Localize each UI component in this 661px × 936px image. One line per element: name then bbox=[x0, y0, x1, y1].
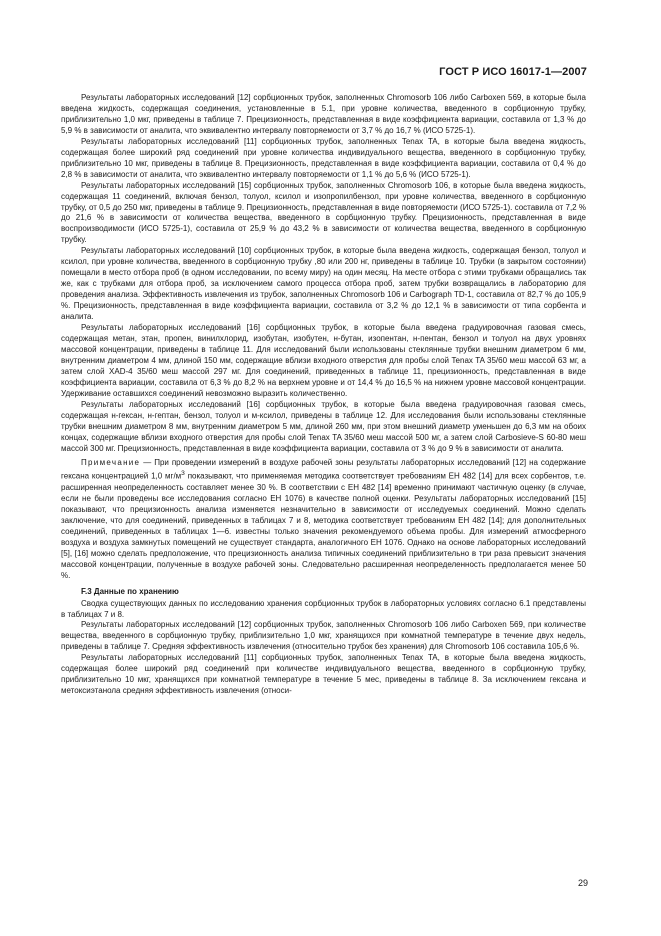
paragraph-gas-mixture-table11: Результаты лабораторных исследований [16] сорбционных трубок, в которые была введена градуировочная газовая смесь, содержащая метан, этан, пропен, винилхлорид, изобутан, изобутен, н-бутан, изопентан, н-пентан, бензол и толуол на двух уровнях массовой концентрации, приведены в таблице 11. Для исследований были использованы стеклянные трубки внешним диаметром 6 мм, внутренним диаметром 4 мм, длиной 150 мм, содержащие вблизи входного отверстия для пробы слой Tenax TA 35/60 меш массой 63 мг, а затем слой XAD-4 35/60 меш массой 297 мг. Для соединений, приведенных в таблице 11, прецизионность, представленная в виде коэффициента вариации, составила от 6,3 % до 8,2 % на верхнем уровне и от 14,4 % до 16,5 % на нижнем уровне массовой концентрации. Удерживание оставшихся соединений невозможно выразить количественно. bbox=[61, 323, 586, 398]
paragraph-gas-mixture-table12: Результаты лабораторных исследований [16] сорбционных трубок, в которые была введена градуировочная газовая смесь, содержащая н-гексан, н-гептан, бензол, толуол и м-ксилол, приведены в таблице 12. Для исследования были использованы стеклянные трубки внешним диаметром 8 мм, внутренним диаметром 5 мм, длиной 260 мм, при этом внешний диаметр уменьшен до 6,3 мм на обоих концах, содержащие вблизи входного отверстия для пробы слой Tenax TA 35/60 меш массой 500 мг, а затем слой Carbosieve-S 60-80 меш массой 300 мг. Прецизионность, представленная в виде коэффициента вариации, составила от 3 % до 9 % в зависимости от аналита. bbox=[61, 399, 586, 453]
paragraph-storage-chromosorb: Результаты лабораторных исследований [12] сорбционных трубок, заполненных Chromosorb 106 либо Carboxen 569, при количестве вещества, введенного в сорбционную трубку, приблизительно 1,0 мкг, хранящихся при комнатной температуре в течение двух недель, приведены в таблице 7. Средняя эффективность извлечения (относительно трубок без хранения) для Chromosorb 106 составила 105,6 %. bbox=[61, 620, 586, 652]
note-superscript: 3 bbox=[181, 470, 185, 478]
note-text-b: показывают, что применяемая методика соответствует требованиям ЕН 482 [14] для всех сорбентов, т.е. расширенная неопределенность составляет менее 30 %. В соответствии с ЕН 482 [14] временно принимают частичную оценку (в случае, если не были проведены все исследования согласно ЕН 1076) в качестве полной оценки. Результаты лабораторных исследований [15] показывают, что прецизионность анализа изменяется незначительно в зависимости от исследуемых соединений. Можно сделать заключение, что для соединений, приведенных в таблицах 7 и 8, методика соответствует требованиям ЕН 482 [14]; для дополнительных соединений, приведенных в таблицах 1—6. известны только значения рекомендуемого объема пробы. Для измерений атмосферного воздуха и воздуха замкнутых помещений не существует стандарта, аналогичного ЕН 1076. Однако на основе лабораторных исследований [5], [16] можно сделать предположение, что прецизионность анализа типичных соединений приблизительно в три раза превысит значения массовой концентрации, полученные в воздухе рабочей зоны. Следовательно расширенная неопределенность предполагается менее 50 %. bbox=[61, 472, 587, 580]
note-text-a: При проведении измерений в воздухе рабочей зоны результаты лабораторных исследований [12] на содержание гексана концентрацией 1,0 мг/м bbox=[61, 458, 586, 482]
section-heading-f3: F.3 Данные по хранению bbox=[81, 586, 179, 596]
paragraph-chromosorb-results: Результаты лабораторных исследований [12] сорбционных трубок, заполненных Chromosorb 106 либо Carboxen 569, в которые была введена жидкость, содержащая соединения, установленные в 5.1, при уровне количества, введенного в сорбционную трубку, приблизительно 1,0 мкг, приведены в таблице 7. Прецизионность, представленная в виде коэффициента вариации, составила от 1,3 % до 5,9 % в зависимости от аналита, что эквивалентно интервалу повторяемости от 3,7 % до 16,7 % (ИСО 5725-1). bbox=[61, 93, 586, 135]
note-paragraph bbox=[61, 458, 586, 581]
paragraph-storage-summary: Сводка существующих данных по исследованию хранения сорбционных трубок в лабораторных условиях согласно 6.1 представлены в таблицах 7 и 8. bbox=[61, 598, 586, 619]
paragraph-field-storage: Результаты лабораторных исследований [10] сорбционных трубок, в которые была введена жидкость, содержащая бензол, толуол и ксилол, при уровне количества, введенного в сорбционную трубку ,80 или 200 нг, приведены в таблице 10. Трубки (в закрытом состоянии) помещали в место отбора проб (в одном исследовании, по всему миру) на один месяц. На месте отбора с этими трубками обращались так же, как с трубками для отбора проб, за исключением самого процесса отбора проб, затем трубки возвращались в лабораторию для проведения анализа. Эффективность извлечения из трубок, заполненных Chromosorb 106 и Carbograph TD-1, составила от 82,7 % до 105,9 %. Прецизионность, представленная в виде коэффициента вариации, составила от 3,2 % до 12,1 % в зависимости от типа сорбента и аналита. bbox=[61, 246, 586, 322]
document-body bbox=[61, 93, 586, 697]
standard-header: ГОСТ Р ИСО 16017-1—2007 bbox=[439, 66, 587, 78]
note-label: Примечание bbox=[81, 458, 141, 468]
paragraph-tenax-results: Результаты лабораторных исследований [11] сорбционных трубок, заполненных Tenax TA, в которые была введена жидкость, содержащая более широкий ряд соединений при уровне количества индивидуального вещества, введенного в сорбционную трубку, приблизительно 10 мкг, приведены в таблице 8. Прецизионность, представленная в виде коэффициента вариации, составила от 0,4 % до 2,8 % в зависимости от аналита, что эквивалентно интервалу повторяемости от 1,1 % до 5,6 % (ИСО 5725-1). bbox=[61, 136, 586, 179]
paragraph-storage-tenax: Результаты лабораторных исследований [11] сорбционных трубок, заполненных Tenax TA, в которые была введена жидкость, содержащая более широкий ряд соединений при количестве индивидуального вещества, введенного в сорбционную трубку, приблизительно 10 мкг, хранящихся при комнатной температуре в течение 5 мес, приведены в таблице 8. За исключением гексана и метоксиэтанола средняя эффективность извлечения (относи- bbox=[61, 653, 586, 696]
paragraph-chromosorb-11-compounds: Результаты лабораторных исследований [15] сорбционных трубок, заполненных Chromosorb 106, в которые была введена жидкость, содержащая 11 соединений, включая бензол, толуол, ксилол и изопропилбензол, при уровне количества, введенного в сорбционную трубку, от 0,5 до 250 мкг, приведены в таблице 9. Прецизионность, представленная в виде повторяемости (ИСО 5725-1). составила от 7,2 % до 21,6 % в зависимости от количества вещества, введенного в сорбционную трубку. Прецизионность, представленная в виде воспроизводимости (ИСО 5725-1), составила от 25,9 % до 43,2 % в зависимости от количества вещества, введенного в сорбционную трубку. bbox=[61, 180, 586, 245]
page-number: 29 bbox=[577, 878, 588, 888]
note-dash: — bbox=[140, 458, 155, 468]
